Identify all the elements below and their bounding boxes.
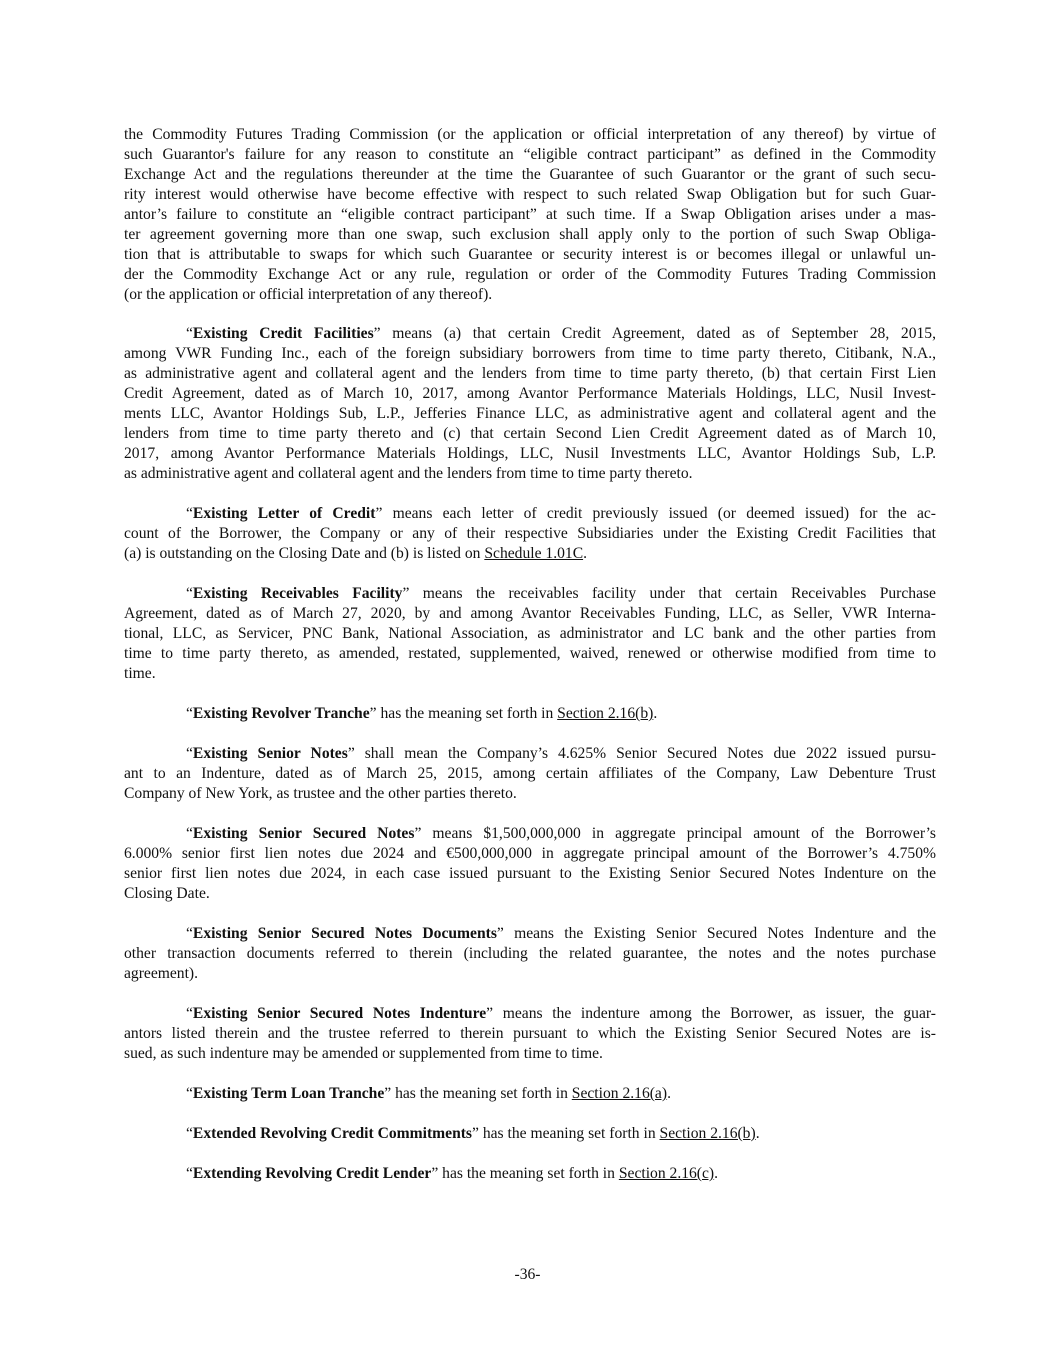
text-line: lenders from time to time party thereto and (c) that certain Second Lien Credit Agreement dated as of March 10, bbox=[124, 425, 936, 442]
definition-existing-senior-secured-notes bbox=[124, 824, 936, 904]
text-line: the Commodity Futures Trading Commission (or the application or official interpretation of any thereof) by virtue of bbox=[124, 126, 936, 143]
section-reference-link[interactable]: Section 2.16(b) bbox=[557, 705, 654, 722]
defined-term: Existing Senior Secured Notes Indenture bbox=[192, 1005, 487, 1022]
text-line: among VWR Funding Inc., each of the foreign subsidiary borrowers from time to time party thereto, Citibank, N.A., bbox=[124, 345, 936, 362]
definition-extending-revolving-credit-lender bbox=[124, 1164, 936, 1184]
text-line: antor’s failure to constitute an “eligible contract participant” at such time. If a Swap Obligation arises under a mas- bbox=[124, 206, 936, 223]
text-line: “Extended Revolving Credit Commitments” has the meaning set forth in Section 2.16(b). bbox=[186, 1125, 760, 1142]
text-line: such Guarantor's failure for any reason to constitute an “eligible contract participant” as defined in the Commodity bbox=[124, 146, 936, 163]
text-line: ments LLC, Avantor Holdings Sub, L.P., Jefferies Finance LLC, as administrative agent and collateral agent and the bbox=[124, 405, 936, 422]
definition-extended-revolving-credit-commitments bbox=[124, 1124, 936, 1144]
definition-existing-senior-notes bbox=[124, 744, 936, 804]
defined-term: Extending Revolving Credit Lender bbox=[192, 1165, 432, 1182]
definition-existing-senior-secured-notes-indenture bbox=[124, 1004, 936, 1064]
text-line: sued, as such indenture may be amended or supplemented from time to time. bbox=[124, 1045, 603, 1062]
text-line: der the Commodity Exchange Act or any rule, regulation or order of the Commodity Futures Trading Commission bbox=[124, 266, 936, 283]
text-line: “Existing Credit Facilities” means (a) that certain Credit Agreement, dated as of September 28, 2015, bbox=[186, 325, 936, 342]
text-line: 2017, among Avantor Performance Materials Holdings, LLC, Nusil Investments LLC, Avantor Holdings Sub, L.P. bbox=[124, 445, 936, 462]
section-reference-link[interactable]: Section 2.16(c) bbox=[618, 1165, 715, 1182]
defined-term: Existing Receivables Facility bbox=[192, 585, 403, 602]
text-line: ter agreement governing more than one swap, such exclusion shall apply only to the portion of such Swap Obliga- bbox=[124, 226, 936, 243]
page-number: -36- bbox=[514, 1266, 541, 1283]
schedule-reference-link[interactable]: Schedule 1.01C bbox=[484, 545, 584, 562]
defined-term: Existing Senior Secured Notes bbox=[192, 825, 415, 842]
section-reference-link[interactable]: Section 2.16(a) bbox=[571, 1085, 668, 1102]
defined-term: Existing Credit Facilities bbox=[192, 325, 374, 342]
text-line: tional, LLC, as Servicer, PNC Bank, National Association, as administrator and LC bank and the other parties from bbox=[124, 625, 936, 642]
definition-existing-revolver-tranche bbox=[124, 704, 936, 724]
text-line: Agreement, dated as of March 27, 2020, by and among Avantor Receivables Funding, LLC, as Seller, VWR Interna- bbox=[124, 605, 936, 622]
text-line: Exchange Act and the regulations thereunder at the time the Guarantee of such Guarantor or the grant of such secu- bbox=[124, 166, 936, 183]
text-line: rity interest would otherwise have become effective with respect to such related Swap Obligation but for such Guar- bbox=[124, 186, 936, 203]
text-line: “Existing Letter of Credit” means each letter of credit previously issued (or deemed issued) for the ac- bbox=[186, 505, 936, 522]
text-line: (or the application or official interpretation of any thereof). bbox=[124, 286, 493, 303]
text-line: as administrative agent and collateral agent and the lenders from time to time party thereto. bbox=[124, 465, 693, 482]
text-line: time. bbox=[124, 665, 156, 682]
section-reference-link[interactable]: Section 2.16(b) bbox=[659, 1125, 756, 1142]
text-line: 6.000% senior first lien notes due 2024 and €500,000,000 in aggregate principal amount of the Borrower’s 4.750% bbox=[124, 845, 936, 862]
defined-term: Extended Revolving Credit Commitments bbox=[192, 1125, 473, 1142]
definition-continuation bbox=[124, 125, 936, 305]
definition-existing-letter-of-credit bbox=[124, 504, 936, 564]
text-line: “Existing Senior Secured Notes Indenture” means the indenture among the Borrower, as issuer, the guar- bbox=[186, 1005, 936, 1022]
defined-term: Existing Letter of Credit bbox=[192, 505, 376, 522]
text-line: count of the Borrower, the Company or any of their respective Subsidiaries under the Existing Credit Facilities that bbox=[124, 525, 936, 542]
text-line: as administrative agent and collateral agent and the lenders from time to time party thereto, (b) that certain First Lien bbox=[124, 365, 936, 382]
text-line: Company of New York, as trustee and the other parties thereto. bbox=[124, 785, 517, 802]
text-line: “Existing Senior Notes” shall mean the Company’s 4.625% Senior Secured Notes due 2022 issued pursu- bbox=[186, 745, 937, 762]
defined-term: Existing Senior Secured Notes Documents bbox=[192, 925, 497, 942]
text-line: “Existing Receivables Facility” means the receivables facility under that certain Receivables Purchase bbox=[186, 585, 936, 602]
text-line: senior first lien notes due 2024, in each case issued pursuant to the Existing Senior Secured Notes Indenture on the bbox=[124, 865, 936, 882]
text-line: “Existing Senior Secured Notes Documents” means the Existing Senior Secured Notes Indenture and the bbox=[186, 925, 936, 942]
defined-term: Existing Revolver Tranche bbox=[192, 705, 370, 722]
text-line: antors listed therein and the trustee referred to therein pursuant to which the Existing Senior Secured Notes are is- bbox=[124, 1025, 936, 1042]
definition-existing-term-loan-tranche bbox=[124, 1084, 936, 1104]
text-line: Credit Agreement, dated as of March 10, 2017, among Avantor Performance Materials Holdings, LLC, Nusil Invest- bbox=[124, 385, 936, 402]
definition-existing-credit-facilities bbox=[124, 324, 936, 484]
text-line: (a) is outstanding on the Closing Date and (b) is listed on Schedule 1.01C. bbox=[124, 545, 587, 562]
text-line: “Extending Revolving Credit Lender” has the meaning set forth in Section 2.16(c). bbox=[186, 1165, 719, 1182]
defined-term: Existing Term Loan Tranche bbox=[192, 1085, 385, 1102]
defined-term: Existing Senior Notes bbox=[192, 745, 348, 762]
text-line: time to time party thereto, as amended, restated, supplemented, waived, renewed or otherwise modified from time to bbox=[124, 645, 936, 662]
text-line: “Existing Term Loan Tranche” has the meaning set forth in Section 2.16(a). bbox=[186, 1085, 671, 1102]
definition-existing-receivables-facility bbox=[124, 584, 936, 684]
text-line: tion that is attributable to swaps for which such Guarantee or security interest is or becomes illegal or unlawful un- bbox=[124, 246, 936, 263]
text-line: agreement). bbox=[124, 965, 199, 982]
text-line: Closing Date. bbox=[124, 885, 210, 902]
definition-existing-senior-secured-notes-documents bbox=[124, 924, 936, 984]
text-line: “Existing Senior Secured Notes” means $1,500,000,000 in aggregate principal amount of the Borrower’s bbox=[186, 825, 936, 842]
text-line: ant to an Indenture, dated as of March 25, 2015, among certain affiliates of the Company, Law Debenture Trust bbox=[124, 765, 936, 782]
text-line: “Existing Revolver Tranche” has the meaning set forth in Section 2.16(b). bbox=[186, 705, 658, 722]
text-line: other transaction documents referred to therein (including the related guarantee, the notes and the notes purchase bbox=[124, 945, 936, 962]
